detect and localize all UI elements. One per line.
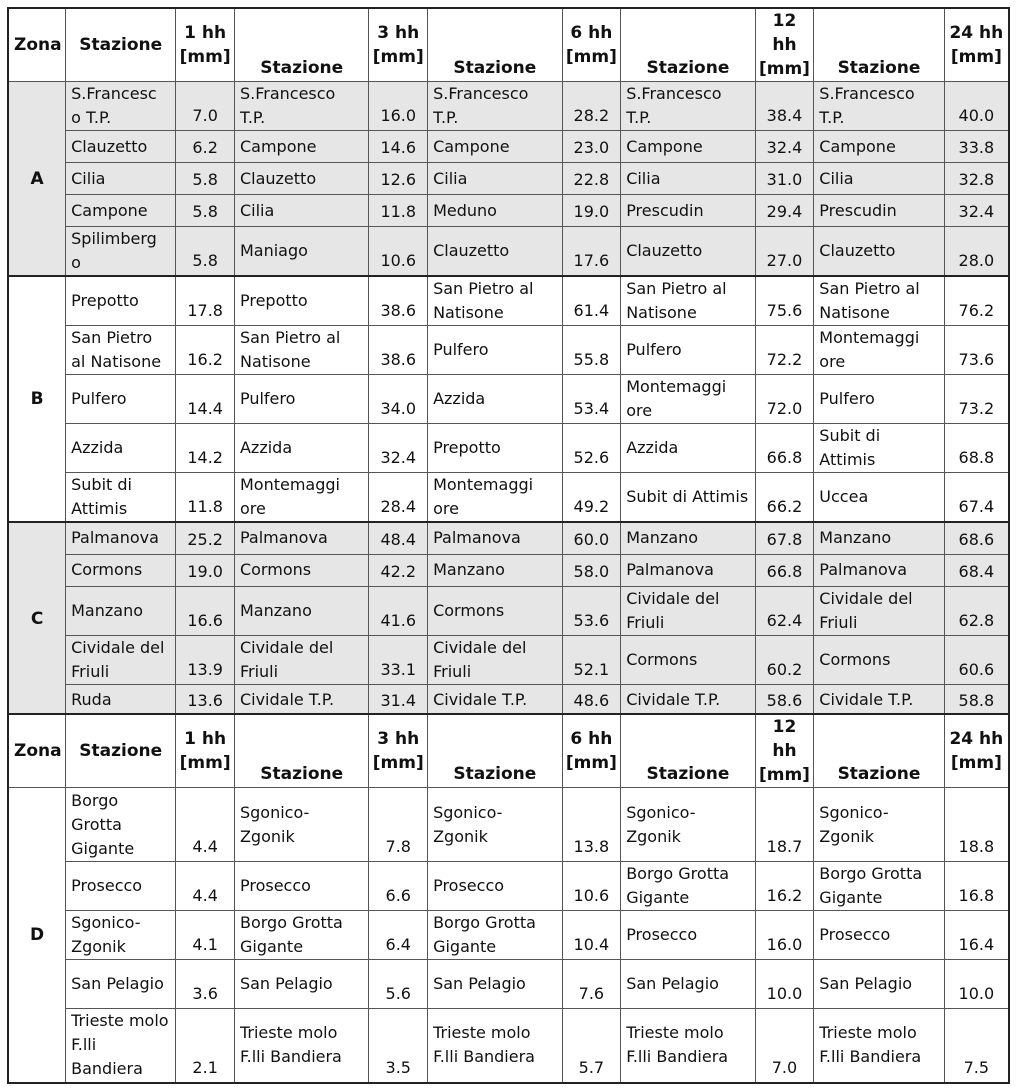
station-cell: S.Francesco T.P. — [621, 82, 755, 131]
rain-value-cell: 16.0 — [755, 911, 814, 960]
header-row — [8, 8, 1009, 82]
rain-value-cell: 53.4 — [562, 375, 621, 424]
unit-label: [mm] — [950, 47, 1002, 67]
rainfall-table-zone-d — [7, 713, 1010, 1084]
station-cell: Campone — [814, 131, 944, 163]
rain-value-cell: 33.1 — [369, 635, 428, 684]
station-cell: Campone — [621, 131, 755, 163]
station-cell: Borgo Grotta Gigante — [66, 788, 176, 862]
rain-value-cell: 19.0 — [176, 554, 235, 586]
station-cell: Cividale T.P. — [621, 684, 755, 716]
rain-value-cell: 13.9 — [176, 635, 235, 684]
rain-value-cell: 72.2 — [755, 326, 814, 375]
station-cell: Palmanova — [428, 522, 562, 554]
station-cell: Cividale T.P. — [234, 684, 368, 716]
station-cell: Cormons — [66, 554, 176, 586]
rain-value-cell: 73.6 — [944, 326, 1009, 375]
table-row — [8, 586, 1009, 635]
station-cell: S.Francesco T.P. — [428, 82, 562, 131]
rain-value-cell: 11.8 — [369, 195, 428, 227]
header-duration-12h — [755, 714, 814, 788]
rain-value-cell: 10.6 — [369, 227, 428, 277]
rain-value-cell: 7.0 — [176, 82, 235, 131]
rain-value-cell: 7.5 — [944, 1009, 1009, 1083]
station-cell: Clauzetto — [621, 227, 755, 277]
station-cell: Cilia — [621, 163, 755, 195]
rain-value-cell: 42.2 — [369, 554, 428, 586]
station-cell: Prosecco — [621, 911, 755, 960]
station-cell: Trieste molo F.lli Bandiera — [66, 1009, 176, 1083]
station-cell: Cilia — [234, 195, 368, 227]
header-stazione-12h: Stazione — [621, 8, 755, 82]
rain-value-cell: 7.0 — [755, 1009, 814, 1083]
unit-label: [mm] — [179, 753, 231, 773]
rain-value-cell: 4.4 — [176, 788, 235, 862]
header-duration-24h — [944, 8, 1009, 82]
station-cell: Meduno — [428, 195, 562, 227]
station-cell: Prosecco — [234, 862, 368, 911]
rain-value-cell: 55.8 — [562, 326, 621, 375]
header-stazione-24h: Stazione — [814, 8, 944, 82]
rain-value-cell: 10.4 — [562, 911, 621, 960]
rain-value-cell: 33.8 — [944, 131, 1009, 163]
rain-value-cell: 66.8 — [755, 424, 814, 473]
station-cell: Prepotto — [428, 424, 562, 473]
rain-value-cell: 5.8 — [176, 227, 235, 277]
rain-value-cell: 60.6 — [944, 635, 1009, 684]
station-cell: Azzida — [621, 424, 755, 473]
rain-value-cell: 62.8 — [944, 586, 1009, 635]
rain-value-cell: 38.6 — [369, 276, 428, 326]
station-cell: Palmanova — [66, 522, 176, 554]
rain-value-cell: 4.1 — [176, 911, 235, 960]
station-cell: Pulfero — [621, 326, 755, 375]
rain-value-cell: 49.2 — [562, 473, 621, 523]
rain-value-cell: 18.7 — [755, 788, 814, 862]
rain-value-cell: 60.2 — [755, 635, 814, 684]
rain-value-cell: 4.4 — [176, 862, 235, 911]
station-cell: Cividale del Friuli — [621, 586, 755, 635]
station-cell: Prosecco — [66, 862, 176, 911]
header-stazione-12h: Stazione — [621, 714, 755, 788]
unit-label: [mm] — [950, 753, 1002, 773]
station-cell: Cormons — [621, 635, 755, 684]
rain-value-cell: 52.6 — [562, 424, 621, 473]
rain-value-cell: 3.5 — [369, 1009, 428, 1083]
table-body — [8, 788, 1009, 1083]
station-cell: San Pelagio — [66, 960, 176, 1009]
rain-value-cell: 28.2 — [562, 82, 621, 131]
rain-value-cell: 11.8 — [176, 473, 235, 523]
station-cell: Cormons — [814, 635, 944, 684]
station-cell: Cormons — [234, 554, 368, 586]
station-cell: Manzano — [66, 586, 176, 635]
station-cell: Cividale del Friuli — [814, 586, 944, 635]
station-cell: Sgonico-Zgonik — [814, 788, 944, 862]
station-cell: Borgo Grotta Gigante — [234, 911, 368, 960]
station-cell: San Pelagio — [621, 960, 755, 1009]
rain-value-cell: 58.8 — [944, 684, 1009, 716]
header-duration-3h — [369, 714, 428, 788]
station-cell: Campone — [428, 131, 562, 163]
header-duration-24h — [944, 714, 1009, 788]
rain-value-cell: 16.8 — [944, 862, 1009, 911]
station-cell: San Pietro al Natisone — [234, 326, 368, 375]
rain-value-cell: 68.8 — [944, 424, 1009, 473]
rain-value-cell: 17.8 — [176, 276, 235, 326]
rain-value-cell: 10.0 — [944, 960, 1009, 1009]
rain-value-cell: 22.8 — [562, 163, 621, 195]
unit-label: [mm] — [372, 47, 424, 67]
rain-value-cell: 14.4 — [176, 375, 235, 424]
table-row — [8, 1009, 1009, 1083]
unit-label: [mm] — [758, 59, 810, 79]
table-row — [8, 82, 1009, 131]
station-cell: S.Francesco T.P. — [234, 82, 368, 131]
station-cell: Ruda — [66, 684, 176, 716]
rain-value-cell: 6.2 — [176, 131, 235, 163]
station-cell: Azzida — [234, 424, 368, 473]
station-cell: Trieste molo F.lli Bandiera — [621, 1009, 755, 1083]
unit-label: [mm] — [565, 753, 617, 773]
station-cell: Pulfero — [428, 326, 562, 375]
station-cell: Trieste molo F.lli Bandiera — [234, 1009, 368, 1083]
station-cell: Prepotto — [66, 276, 176, 326]
rain-value-cell: 3.6 — [176, 960, 235, 1009]
station-cell: Spilimberg o — [66, 227, 176, 277]
station-cell: Manzano — [621, 522, 755, 554]
station-cell: Clauzetto — [814, 227, 944, 277]
station-cell: Campone — [234, 131, 368, 163]
rain-value-cell: 5.8 — [176, 163, 235, 195]
station-cell: Cilia — [66, 163, 176, 195]
rain-value-cell: 68.6 — [944, 522, 1009, 554]
rain-value-cell: 7.6 — [562, 960, 621, 1009]
rain-value-cell: 10.6 — [562, 862, 621, 911]
unit-label: [mm] — [758, 765, 810, 785]
unit-label: [mm] — [372, 753, 424, 773]
rain-value-cell: 16.2 — [755, 862, 814, 911]
header-duration-6h — [562, 8, 621, 82]
station-cell: Manzano — [814, 522, 944, 554]
station-cell: Cilia — [428, 163, 562, 195]
duration-label: 6 hh — [570, 23, 613, 43]
station-cell: Montemaggi ore — [814, 326, 944, 375]
zona-cell: C — [8, 522, 66, 716]
rain-value-cell: 2.1 — [176, 1009, 235, 1083]
station-cell: San Pelagio — [234, 960, 368, 1009]
table-row — [8, 522, 1009, 554]
duration-label: 6 hh — [570, 729, 613, 749]
table-row — [8, 554, 1009, 586]
table-row — [8, 276, 1009, 326]
rain-value-cell: 32.4 — [944, 195, 1009, 227]
header-stazione-6h: Stazione — [428, 714, 562, 788]
table-row — [8, 635, 1009, 684]
rain-value-cell: 38.4 — [755, 82, 814, 131]
duration-label: 24 hh — [949, 23, 1004, 43]
rain-value-cell: 32.4 — [369, 424, 428, 473]
header-stazione-1h: Stazione — [66, 8, 176, 82]
rain-value-cell: 32.8 — [944, 163, 1009, 195]
table-row — [8, 195, 1009, 227]
station-cell: Cividale del Friuli — [66, 635, 176, 684]
station-cell: Manzano — [234, 586, 368, 635]
header-stazione-6h: Stazione — [428, 8, 562, 82]
table-row — [8, 473, 1009, 523]
header-zona: Zona — [8, 714, 66, 788]
unit-label: [mm] — [179, 47, 231, 67]
station-cell: Campone — [66, 195, 176, 227]
rain-value-cell: 75.6 — [755, 276, 814, 326]
station-cell: Pulfero — [814, 375, 944, 424]
station-cell: Subit di Attimis — [621, 473, 755, 523]
rain-value-cell: 10.0 — [755, 960, 814, 1009]
zona-cell: B — [8, 276, 66, 522]
station-cell: Clauzetto — [66, 131, 176, 163]
station-cell: Sgonico-Zgonik — [621, 788, 755, 862]
rain-value-cell: 61.4 — [562, 276, 621, 326]
table-row — [8, 375, 1009, 424]
rain-value-cell: 52.1 — [562, 635, 621, 684]
station-cell: San Pelagio — [428, 960, 562, 1009]
header-stazione-3h: Stazione — [234, 714, 368, 788]
rain-value-cell: 5.7 — [562, 1009, 621, 1083]
station-cell: Montemaggi ore — [428, 473, 562, 523]
table-row — [8, 131, 1009, 163]
rain-value-cell: 16.2 — [176, 326, 235, 375]
rain-value-cell: 48.6 — [562, 684, 621, 716]
table-row — [8, 911, 1009, 960]
rain-value-cell: 6.4 — [369, 911, 428, 960]
station-cell: Cividale T.P. — [814, 684, 944, 716]
rain-value-cell: 6.6 — [369, 862, 428, 911]
table-row — [8, 227, 1009, 277]
rain-value-cell: 7.8 — [369, 788, 428, 862]
rain-value-cell: 16.4 — [944, 911, 1009, 960]
header-zona: Zona — [8, 8, 66, 82]
station-cell: Cilia — [814, 163, 944, 195]
header-duration-1h — [176, 8, 235, 82]
rain-value-cell: 72.0 — [755, 375, 814, 424]
rain-value-cell: 34.0 — [369, 375, 428, 424]
station-cell: Prosecco — [814, 911, 944, 960]
rain-value-cell: 40.0 — [944, 82, 1009, 131]
rain-value-cell: 13.6 — [176, 684, 235, 716]
station-cell: Azzida — [428, 375, 562, 424]
station-cell: Cividale del Friuli — [234, 635, 368, 684]
table-row — [8, 862, 1009, 911]
rain-value-cell: 5.8 — [176, 195, 235, 227]
station-cell: Prescudin — [621, 195, 755, 227]
station-cell: Sgonico-Zgonik — [66, 911, 176, 960]
header-stazione-24h: Stazione — [814, 714, 944, 788]
rain-value-cell: 68.4 — [944, 554, 1009, 586]
station-cell: Borgo Grotta Gigante — [428, 911, 562, 960]
station-cell: Clauzetto — [234, 163, 368, 195]
rain-value-cell: 38.6 — [369, 326, 428, 375]
unit-label: [mm] — [565, 47, 617, 67]
rain-value-cell: 66.2 — [755, 473, 814, 523]
rain-value-cell: 23.0 — [562, 131, 621, 163]
station-cell: Pulfero — [66, 375, 176, 424]
rain-value-cell: 27.0 — [755, 227, 814, 277]
station-cell: Borgo Grotta Gigante — [621, 862, 755, 911]
station-cell: San Pietro al Natisone — [428, 276, 562, 326]
station-cell: San Pietro al Natisone — [621, 276, 755, 326]
duration-label: 24 hh — [949, 729, 1004, 749]
duration-label: 1 hh — [184, 23, 227, 43]
station-cell: Montemaggi ore — [621, 375, 755, 424]
rain-value-cell: 19.0 — [562, 195, 621, 227]
rain-value-cell: 67.8 — [755, 522, 814, 554]
rain-value-cell: 48.4 — [369, 522, 428, 554]
rain-value-cell: 18.8 — [944, 788, 1009, 862]
header-duration-6h — [562, 714, 621, 788]
station-cell: Sgonico-Zgonik — [428, 788, 562, 862]
rain-value-cell: 16.0 — [369, 82, 428, 131]
station-cell: Manzano — [428, 554, 562, 586]
station-cell: Palmanova — [234, 522, 368, 554]
rain-value-cell: 14.2 — [176, 424, 235, 473]
duration-label: 3 hh — [377, 729, 420, 749]
header-duration-3h — [369, 8, 428, 82]
station-cell: S.Francesc o T.P. — [66, 82, 176, 131]
station-cell: Sgonico-Zgonik — [234, 788, 368, 862]
header-stazione-3h: Stazione — [234, 8, 368, 82]
station-cell: Subit di Attimis — [66, 473, 176, 523]
table-row — [8, 326, 1009, 375]
rain-value-cell: 66.8 — [755, 554, 814, 586]
zona-cell: D — [8, 788, 66, 1083]
duration-label: 12 hh — [772, 717, 797, 761]
rain-value-cell: 60.0 — [562, 522, 621, 554]
rain-value-cell: 53.6 — [562, 586, 621, 635]
rain-value-cell: 31.4 — [369, 684, 428, 716]
station-cell: Maniago — [234, 227, 368, 277]
header-row — [8, 714, 1009, 788]
rain-value-cell: 25.2 — [176, 522, 235, 554]
header-duration-12h — [755, 8, 814, 82]
rain-value-cell: 28.0 — [944, 227, 1009, 277]
rain-value-cell: 58.0 — [562, 554, 621, 586]
table-row — [8, 163, 1009, 195]
rain-value-cell: 58.6 — [755, 684, 814, 716]
header-stazione-1h: Stazione — [66, 714, 176, 788]
zona-cell: A — [8, 82, 66, 277]
rain-value-cell: 14.6 — [369, 131, 428, 163]
station-cell: Clauzetto — [428, 227, 562, 277]
station-cell: Azzida — [66, 424, 176, 473]
station-cell: Subit di Attimis — [814, 424, 944, 473]
station-cell: San Pietro al Natisone — [814, 276, 944, 326]
station-cell: Prepotto — [234, 276, 368, 326]
rain-value-cell: 16.6 — [176, 586, 235, 635]
station-cell: Cividale del Friuli — [428, 635, 562, 684]
duration-label: 3 hh — [377, 23, 420, 43]
station-cell: San Pietro al Natisone — [66, 326, 176, 375]
rain-value-cell: 12.6 — [369, 163, 428, 195]
rain-value-cell: 62.4 — [755, 586, 814, 635]
rain-value-cell: 28.4 — [369, 473, 428, 523]
station-cell: Palmanova — [621, 554, 755, 586]
rain-value-cell: 41.6 — [369, 586, 428, 635]
station-cell: Prosecco — [428, 862, 562, 911]
station-cell: San Pelagio — [814, 960, 944, 1009]
duration-label: 12 hh — [772, 11, 797, 55]
header-duration-1h — [176, 714, 235, 788]
station-cell: Palmanova — [814, 554, 944, 586]
station-cell: Trieste molo F.lli Bandiera — [814, 1009, 944, 1083]
rain-value-cell: 5.6 — [369, 960, 428, 1009]
station-cell: Cormons — [428, 586, 562, 635]
rain-value-cell: 76.2 — [944, 276, 1009, 326]
station-cell: Montemaggi ore — [234, 473, 368, 523]
rain-value-cell: 67.4 — [944, 473, 1009, 523]
rain-value-cell: 29.4 — [755, 195, 814, 227]
station-cell: Pulfero — [234, 375, 368, 424]
station-cell: Cividale T.P. — [428, 684, 562, 716]
rain-value-cell: 73.2 — [944, 375, 1009, 424]
station-cell: Prescudin — [814, 195, 944, 227]
table-row — [8, 788, 1009, 862]
duration-label: 1 hh — [184, 729, 227, 749]
station-cell: S.Francesco T.P. — [814, 82, 944, 131]
station-cell: Uccea — [814, 473, 944, 523]
station-cell: Borgo Grotta Gigante — [814, 862, 944, 911]
rainfall-table-zones-a-c — [7, 7, 1010, 717]
table-body — [8, 82, 1009, 717]
station-cell: Trieste molo F.lli Bandiera — [428, 1009, 562, 1083]
rain-value-cell: 31.0 — [755, 163, 814, 195]
table-row — [8, 960, 1009, 1009]
table-row — [8, 684, 1009, 716]
rain-value-cell: 13.8 — [562, 788, 621, 862]
table-row — [8, 424, 1009, 473]
rain-value-cell: 17.6 — [562, 227, 621, 277]
rain-value-cell: 32.4 — [755, 131, 814, 163]
